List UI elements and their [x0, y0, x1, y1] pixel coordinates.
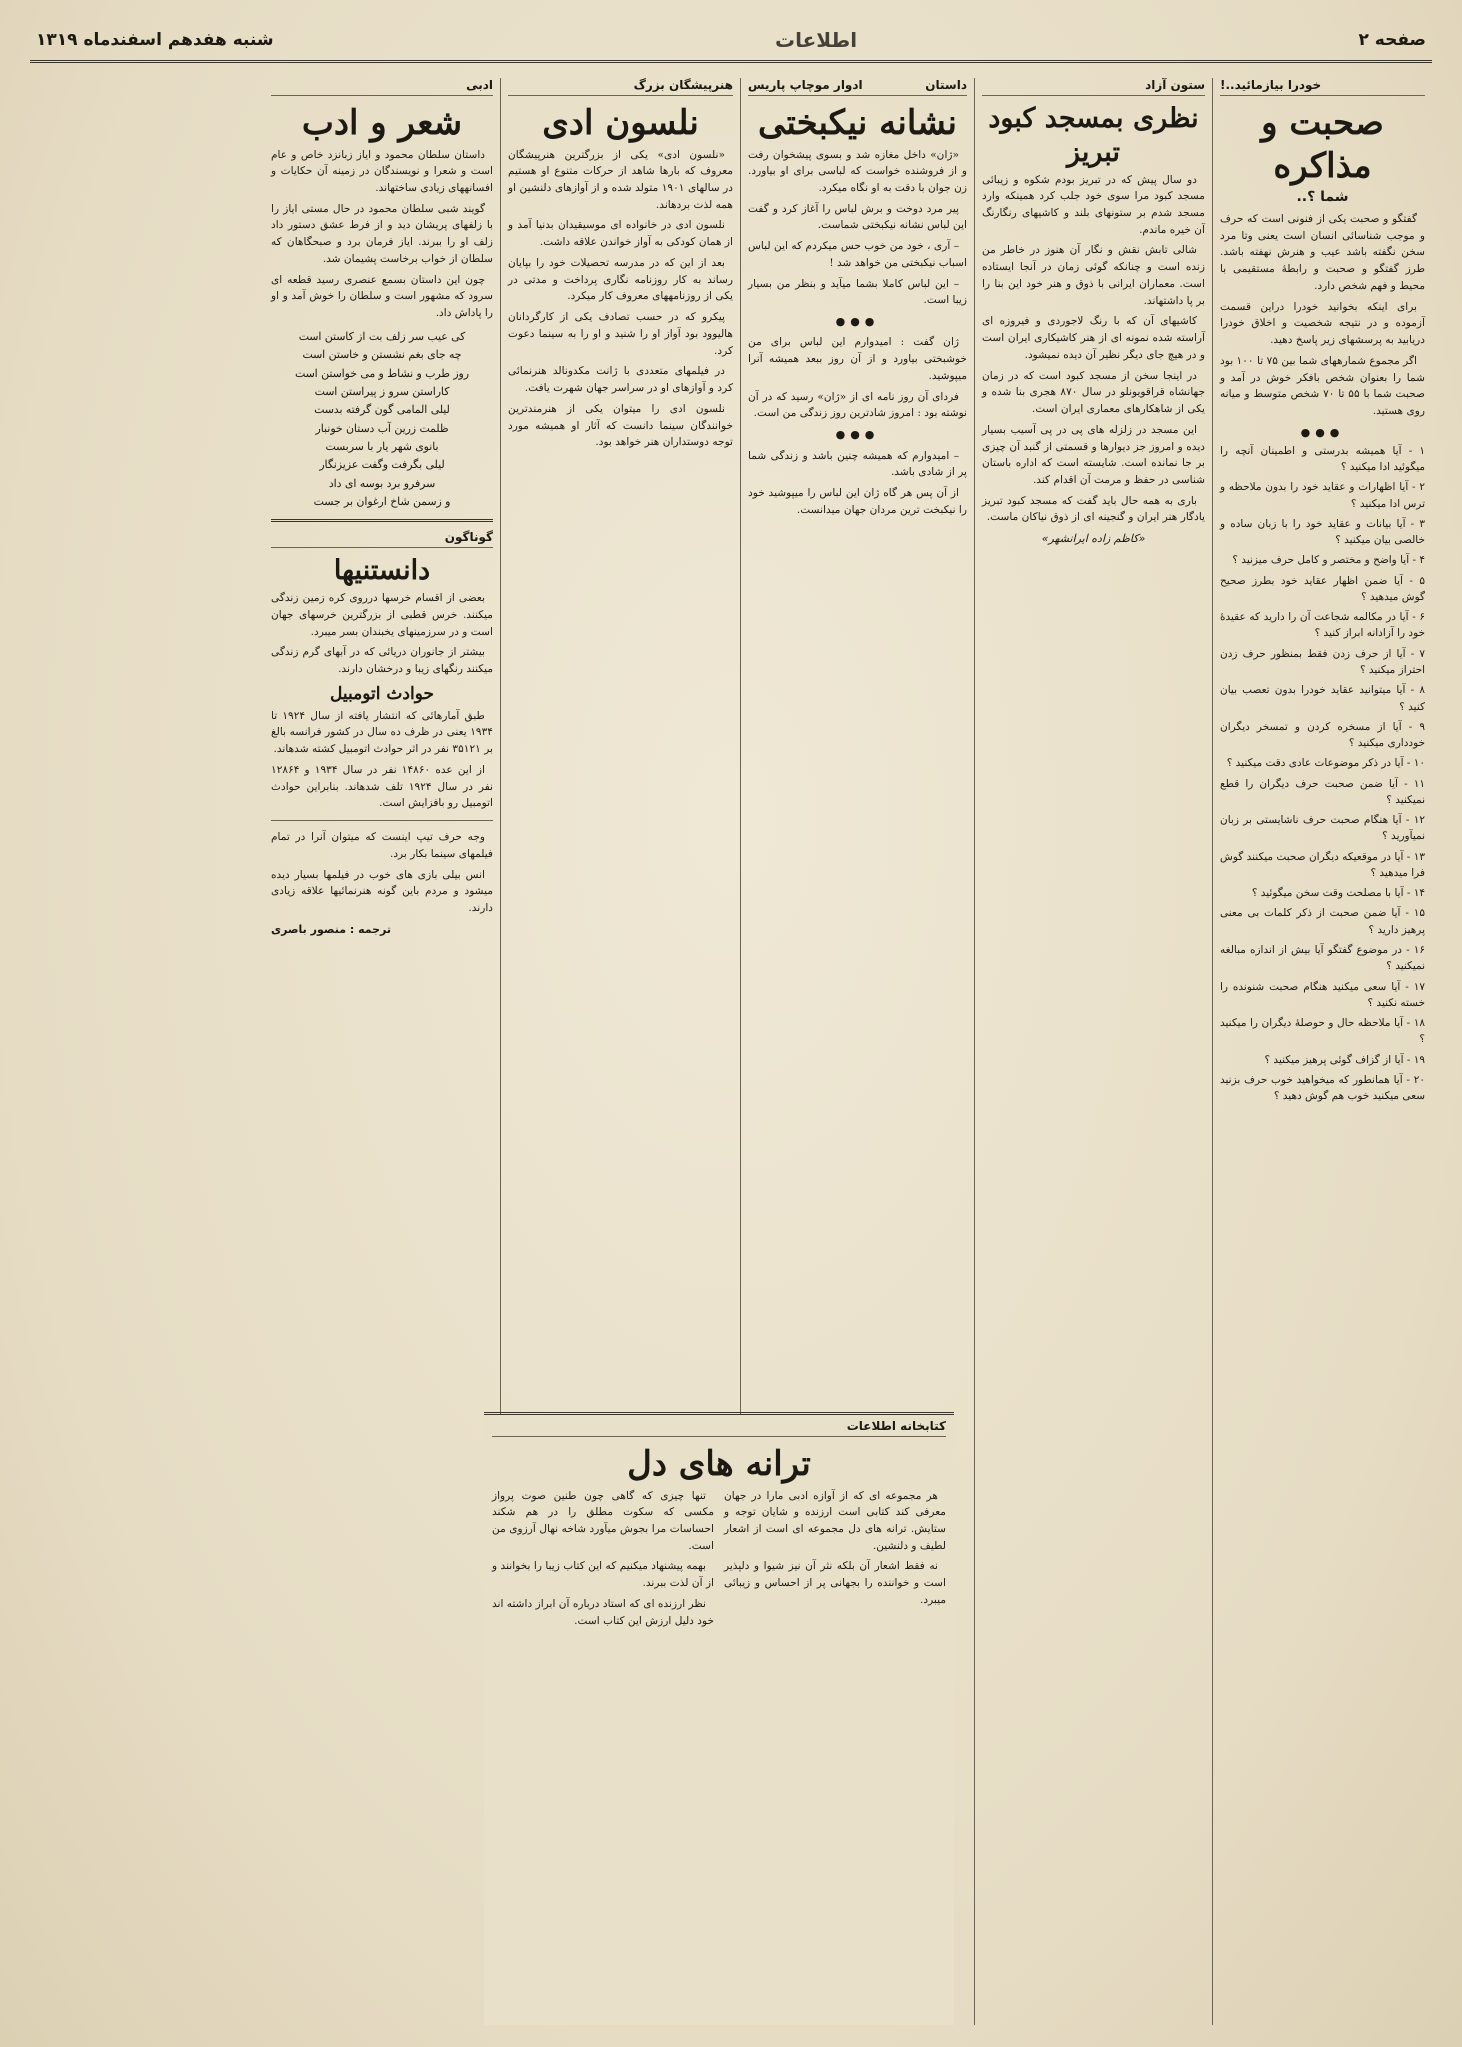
list-item: ۱۳ - آیا در موقعیکه دیگران صحبت میکنند گوش فرا میدهید ؟: [1220, 850, 1425, 879]
kicker: [748, 78, 967, 96]
section-body: [271, 829, 493, 917]
poem-line: و زسمن شاخ ارغوان بر جست: [313, 494, 451, 508]
paragraph: وجه حرف تیپ اینست که میتوان آنرا در تمام فیلمهای سینما بکار برد.: [271, 831, 493, 860]
paragraph: «ژان» داخل مغازه شد و بسوی پیشخوان رفت و از فروشنده خواست که لباسی برای او بیاورد. زن جوان با دقت به او نگاه میکرد.: [748, 148, 967, 194]
kicker-label: ستون آزاد: [1145, 78, 1205, 92]
list-item: ۶ - آیا در مکالمه شجاعت آن را دارید که عقیدهٔ خود را آزادانه ابراز کنید ؟: [1220, 611, 1425, 640]
paragraph: نلسون ادی در خانواده ای موسیقیدان بدنیا آمد و از همان کودکی به آواز خواندن علاقه داشت.: [508, 219, 733, 249]
paragraph: باری به همه حال باید گفت که مسجد کبود تبریز یادگار هنر ایران و گنجینه ای از ذوق نیاکان ماست.: [982, 494, 1205, 524]
paragraph: پیر مرد دوخت و برش لباس را آغاز کرد و گفت این لباس نشانه نیکبختی شماست.: [748, 202, 967, 232]
paragraph: از آن پس هر گاه ژان این لباس را میپوشید خود را نیکبخت ترین مردان جهان میدانست.: [748, 487, 967, 516]
paragraph: «نلسون ادی» یکی از بزرگترین هنرپیشگان معروف که بارها شاهد از حرکات متنوع او هستیم در سالهای ۱۹۰۱ متولد شده و از آوازهای دلنشین او همه لذت بردهاند.: [508, 148, 733, 211]
paragraph: نه فقط اشعار آن بلکه نثر آن نیز شیوا و دلپذیر است و خواننده را بجهانی پر از احساس و زیبائی میبرد.: [724, 1560, 946, 1606]
article-body: [271, 147, 493, 322]
body-right: [724, 1488, 946, 1634]
paragraph: نلسون ادی را میتوان یکی از هنرمندترین خوانندگان سینما دانست که آثار او همیشه مورد توجه دوستداران هنر خواهد بود.: [508, 402, 733, 449]
divider: [271, 519, 493, 522]
paragraph: نظر ارزنده ای که استاد درباره آن ابراز داشته اند خود دلیل ارزش این کتاب است.: [491, 1597, 714, 1627]
paragraph: بیشتر از جانوران دریائی که در آبهای گرم زندگی میکنند رنگهای زیبا و درخشان دارند.: [271, 646, 493, 675]
section-body: [271, 708, 493, 812]
article-headline: شعر و ادب: [301, 103, 463, 143]
paragraph: فردای آن روز نامه ای از «ژان» رسید که در آن نوشته بود : امروز شادترین روز زندگی من است.: [748, 390, 967, 420]
paragraph: بعد از این که در مدرسه تحصیلات خود را بپایان رساند به کار روزنامه نگاری پرداخت و مدتی در یکی از روزنامههای معروف کار میکرد.: [508, 256, 733, 303]
question-list: [1220, 443, 1425, 1105]
list-item: ۸ - آیا میتوانید عقاید خودرا بدون تعصب بیان کنید ؟: [1220, 684, 1425, 713]
list-item: ۱۱ - آیا ضمن صحبت حرف دیگران را قطع نمیکنید ؟: [1220, 777, 1425, 806]
paragraph: تنها چیزی که گاهی چون طنین صوت پرواز مکسی که سکوت مطلق را در هم شکند احساسات مرا بجوش میآورد شاخه نهال آرزوی من است.: [492, 1489, 714, 1552]
paragraph: بعضی از اقسام خرسها درروی کره زمین زندگی میکنند. خرس قطبی از بزرگترین خرسهای جهان است و در سرزمینهای یخبندان بسر میبرد.: [271, 592, 493, 638]
column-literature: [264, 78, 500, 2025]
divider: ●●●: [1300, 425, 1345, 439]
page-number: صفحه ۲: [1358, 30, 1426, 50]
masthead: [30, 28, 1432, 63]
poem-line: ظلمت زرین آب دستان خونبار: [315, 421, 449, 435]
paragraph: کاشیهای آن که با رنگ لاجوردی و فیروزه ای آراسته شده نمونه ای از هنر کاشیکاری ایران است و در هیچ جای دیگر نظیر آن دیده نمیشود.: [982, 315, 1205, 361]
paragraph: – این لباس کاملا بشما میآید و بنظر من بسیار زیبا است.: [748, 277, 967, 307]
paragraph: اگر مجموع شمارههای شما بین ۷۵ تا ۱۰۰ بود شما را بعنوان شخص بافکر خوش در آمد و صحبت شما با ۵۵ تا ۷۰ شخص متوسط و میانه روی هستید.: [1220, 354, 1425, 418]
divider: ●●●: [835, 428, 880, 442]
kicker-label: هنرپیشگان بزرگ: [633, 78, 733, 92]
paragraph: طبق آمارهائی که انتشار یافته از سال ۱۹۲۴ تا ۱۹۳۴ یعنی در ظرف ده سال در کشور فرانسه بالغ بر ۳۵۱۲۱ نفر در اثر حوادث اتومبیل کشته شدهاند.: [271, 709, 493, 756]
column-conversation: [1212, 78, 1432, 2025]
article-body: [748, 147, 967, 519]
paragraph: هر مجموعه ای که از آوازه ادبی مارا در جهان معرفی کند کتابی است ارزنده و شایان توجه و ستایش. ترانه های دل مجموعه ای است از اشعار لطیف و دلنشین.: [724, 1489, 946, 1552]
kicker: [508, 78, 733, 96]
section-headline: دانستنیها: [333, 555, 431, 587]
article-body: [982, 172, 1205, 527]
article-headline: نشانه نیکبختی: [758, 103, 957, 143]
paragraph: برای اینکه بخوانید خودرا دراین قسمت آزموده و در نتیجه شخصیت و اخلاق خودرا دریابید به پرسشهای زیر پاسخ دهید.: [1220, 300, 1425, 347]
kicker-label: خودرا بیازمائید..!: [1220, 78, 1322, 92]
poem-line: بانوی شهر یار با سربست: [325, 439, 439, 453]
kicker: [1220, 78, 1425, 96]
list-item: ۱۹ - آیا از گزاف گوئی پرهیز میکنید ؟: [1264, 1053, 1425, 1066]
two-column-body: [492, 1488, 946, 1640]
article-headline: نظری بمسجد کبود تبریز: [988, 103, 1199, 168]
article-headline: نلسون ادی: [542, 103, 699, 143]
paragraph: بهمه پیشنهاد میکنیم که این کتاب زیبا را بخوانند و از آن لذت ببرند.: [492, 1560, 714, 1590]
paragraph: از این عده ۱۴۸۶۰ نفر در سال ۱۹۳۴ و ۱۲۸۶۴ نفر در سال ۱۹۲۴ تلف شدهاند. بنابراین حوادث اتومبیل رو بافزایش است.: [271, 763, 493, 810]
kicker: [271, 78, 493, 96]
paper-name: اطلاعات: [774, 28, 858, 52]
article-subhead: شما ؟..: [1296, 189, 1349, 205]
list-item: ۱ - آیا همیشه بدرستی و اطمینان آنچه را میگوئید ادا میکنید ؟: [1220, 444, 1425, 474]
kicker-label: گوناگون: [444, 530, 493, 545]
list-item: ۱۸ - آیا ملاحظه حال و حوصلهٔ دیگران را میکنید ؟: [1220, 1017, 1425, 1046]
paragraph: گویند شبی سلطان محمود در حال مستی ایاز را با زلفهای پریشان دید و از فرط عشق دستور داد زلف او را ببرند. ایاز فرمان برد و صبحگاهان که سلطان از خواب برخاست پشیمان شد.: [271, 202, 493, 265]
poem-line: کاراستن سرو ز پیراستن است: [314, 384, 450, 398]
list-item: ۲ - آیا اظهارات و عقاید خود را بدون ملاحظه و ترس ادا میکنید ؟: [1220, 481, 1425, 510]
list-item: ۱۵ - آیا ضمن صحبت از ذکر کلمات بی معنی پرهیز دارید ؟: [1220, 907, 1425, 936]
list-item: ۵ - آیا ضمن اظهار عقاید خود بطرز صحیح گوش میدهید ؟: [1220, 574, 1425, 603]
book-review-box: [484, 1412, 954, 2025]
kicker: [492, 1419, 946, 1437]
body-left: [492, 1488, 714, 1634]
poem: [271, 328, 493, 401]
kicker-source: ادوار موچاپ پاریس: [748, 78, 863, 92]
list-item: ۱۲ - آیا هنگام صحبت حرف ناشایستی بر زبان نمیآورید ؟: [1220, 814, 1425, 843]
list-item: ۴ - آیا واضح و مختصر و کامل حرف میزنید ؟: [1232, 554, 1425, 567]
list-item: ۳ - آیا بیانات و عقاید خود را با زبان ساده و خالصی بیان میکنید ؟: [1220, 517, 1425, 547]
paragraph: چون این داستان بسمع عنصری رسید قطعه ای سرود که مشهور است و سلطان را خوش آمد و او را پاداش داد.: [271, 273, 493, 320]
list-item: ۲۰ - آیا همانطور که میخواهید خوب حرف بزنید سعی میکنید خوب هم گوش دهید ؟: [1220, 1073, 1425, 1103]
poem-line: چه جای بغم نشستن و خاستن است: [302, 348, 462, 362]
paragraph: پیکرو که در حسب تصادف یکی از کارگردانان هالیوود بود آواز او را شنید و او را به سینما دعوت کرد.: [508, 311, 733, 357]
paragraph: انس بیلی بازی های خوب در فیلمها بسیار دیده میشود و مردم باین گونه هنرنمائیها علاقه زیادی دارند.: [271, 868, 493, 915]
poem-line: کی عیب سر زلف بت از کاستن است: [298, 329, 466, 343]
kicker: [271, 530, 493, 548]
article-headline: صحبت و مذاکره: [1261, 103, 1384, 186]
paragraph: دو سال پیش که در تبریز بودم شکوه و زیبائی مسجد کبود مرا سوی خود جلب کرد همینکه وارد مسجد شدم بر ستونهای بلند و کاشیهای رنگارنگ آن خیره ماندم.: [982, 173, 1205, 236]
article-headline: ترانه های دل: [627, 1444, 811, 1484]
article-intro: [1220, 211, 1425, 420]
article-body: [508, 147, 733, 451]
paragraph: گفتگو و صحبت یکی از فنونی است که حرف و موجب شناسائی انسان است یعنی وتا مرد سخن نگفته باشد عیب و هنرش نهفته باشد. طرز گفتگو و صحبت و رابطهٔ مستقیمی با محیط و فهم شخص دارد.: [1220, 213, 1425, 292]
paragraph: در فیلمهای متعددی با ژانت مکدونالد هنرنمائی کرد و آوازهای او در سراسر جهان شهرت یافت.: [508, 365, 733, 395]
kicker: [982, 78, 1205, 96]
list-item: ۱۷ - آیا سعی میکنید هنگام صحبت شنونده را خسته نکنید ؟: [1220, 980, 1425, 1009]
translator-credit: ترجمه : منصور باصری: [271, 922, 392, 936]
paragraph: داستان سلطان محمود و ایاز زبانزد خاص و عام است و شعرا و نویسندگان در زمینه آن حکایات و افسانههای زیادی ساختهاند.: [271, 148, 493, 194]
paragraph: شالی تابش نقش و نگار آن هنوز در خاطر من زنده است و چنانکه گوئی زمان در آنجا ایستاده است. معماران ایرانی با ذوق و هنر خود این بنا را بر پا داشتهاند.: [982, 244, 1205, 307]
column-blue-mosque: [974, 78, 1212, 2025]
divider: [271, 820, 493, 821]
divider: ●●●: [835, 315, 880, 329]
list-item: ۱۴ - آیا با مصلحت وقت سخن میگوئید ؟: [1251, 887, 1425, 900]
poem-line: لیلی بگرفت وگفت عزیزنگار: [319, 458, 445, 472]
list-item: ۱۰ - آیا در ذکر موضوعات عادی دقت میکنید ؟: [1226, 757, 1425, 770]
poem-line: لیلی المامی گون گرفته بدست: [314, 403, 450, 417]
poem: [271, 401, 493, 511]
paragraph: در اینجا سخن از مسجد کبود است که در زمان جهانشاه قراقویونلو در سال ۸۷۰ هجری بنا شده و یکی از شاهکارهای معماری ایران است.: [982, 369, 1205, 416]
list-item: ۱۶ - در موضوع گفتگو آیا بیش از اندازه مبالغه نمیکنید ؟: [1220, 943, 1425, 973]
list-item: ۹ - آیا از مسخره کردن و تمسخر دیگران خودداری میکنید ؟: [1220, 720, 1425, 750]
paragraph: این مسجد در زلزله های پی در پی آسیب بسیار دیده و امروز جز دیوارها و قسمتی از گنبد آن چیزی بر جا نمانده است. شایسته است که اداره باستان شناسی در حفظ و مرمت آن اقدام کند.: [982, 423, 1205, 486]
section-body: [271, 590, 493, 678]
kicker-label: ادبی: [466, 78, 493, 92]
poem-line: سرفرو برد بوسه ای داد: [328, 476, 436, 490]
paragraph: ژان گفت : امیدوارم این لباس برای من خوشبختی بیاورد و از آن روز ببعد همیشه آنرا میپوشید.: [748, 336, 967, 382]
list-item: ۷ - آیا از حرف زدن فقط بمنظور حرف زدن احتراز میکنید ؟: [1220, 647, 1425, 676]
poem-line: روز طرب و نشاط و می خواستن است: [295, 366, 469, 380]
kicker-label: کتابخانه اطلاعات: [846, 1419, 946, 1433]
issue-date: شنبه هفدهم اسفندماه ۱۳۱۹: [36, 30, 274, 50]
kicker-label: داستان: [925, 78, 967, 92]
author-signature: «کاظم زاده ایرانشهر»: [1041, 532, 1146, 546]
paragraph: – امیدوارم که همیشه چنین باشد و زندگی شما پر از شادی باشد.: [748, 449, 967, 479]
paragraph: – آری ، خود من خوب حس میکردم که این لباس اسباب نیکبختی من خواهد شد !: [748, 240, 967, 269]
section-title: حوادث اتومبیل: [330, 683, 434, 704]
